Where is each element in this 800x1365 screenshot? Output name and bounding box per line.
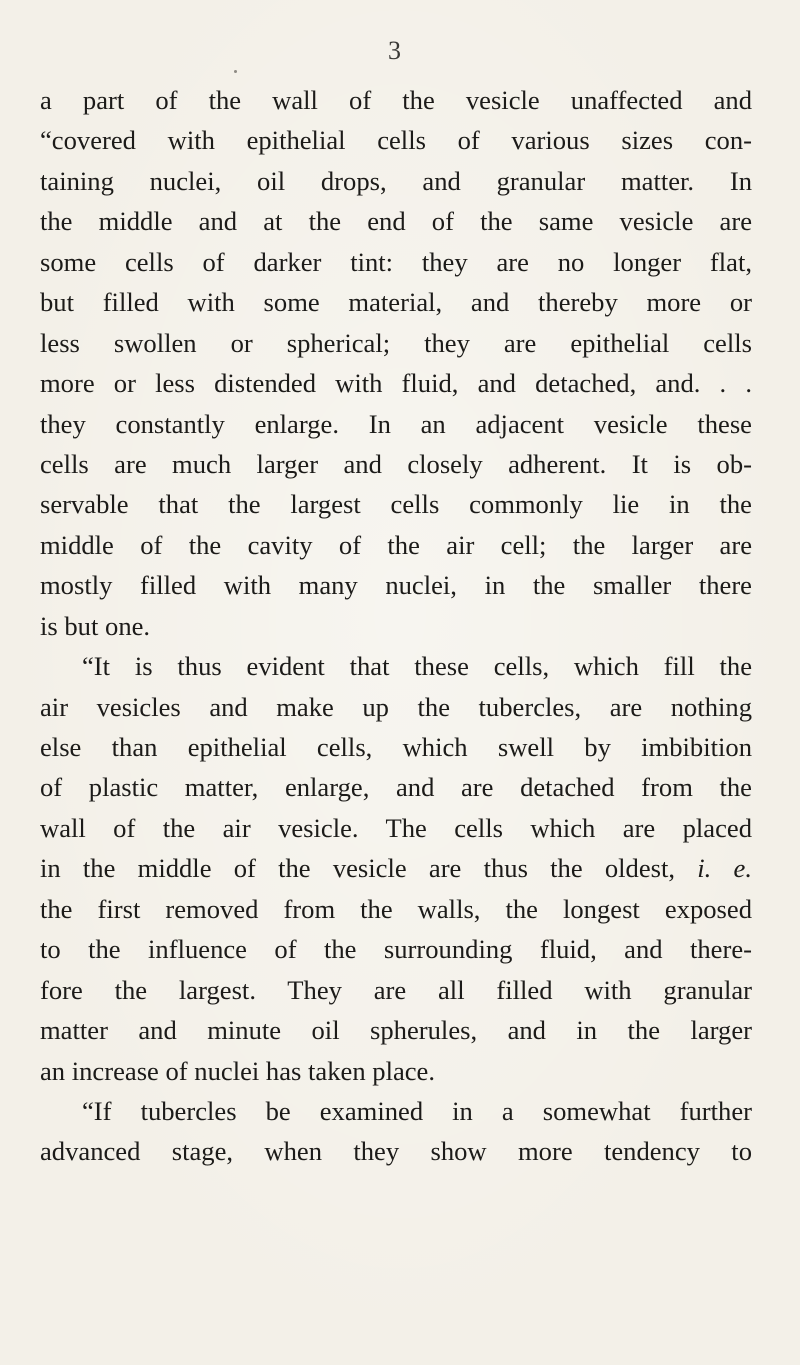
text-line: else than epithelial cells, which swell by imbibition [40, 732, 752, 762]
text-line: more or less distended with fluid, and detached, and. . . [40, 368, 752, 399]
text-line: the first removed from the walls, the longest exposed [40, 893, 752, 924]
text-line: of plastic matter, enlarge, and are detached from the [40, 772, 752, 803]
text-line: air vesicles and make up the tubercles, are nothing [40, 691, 752, 722]
text-line: in the middle of the vesicle are thus the oldest, i. e. [40, 853, 753, 884]
italic-abbreviation: i. e. [697, 853, 753, 884]
text-line: fore the largest. They are all filled with granular [40, 974, 752, 1005]
text-line: matter and minute oil spherules, and in the larger [40, 1015, 752, 1046]
text-line: “If tubercles be examined in a somewhat further [82, 1095, 752, 1126]
text-line: mostly filled with many nuclei, in the smaller there [40, 570, 752, 601]
text-line: “It is thus evident that these cells, which fill the [82, 651, 752, 682]
text-line: is but one. [40, 610, 151, 641]
text-line: less swollen or spherical; they are epithelial cells [40, 327, 752, 358]
page-number: 3 [388, 36, 402, 65]
text-line: middle of the cavity of the air cell; the larger are [40, 529, 752, 560]
text-line: they constantly enlarge. In an adjacent vesicle these [40, 408, 752, 439]
text-line: a part of the wall of the vesicle unaffected and [40, 85, 752, 115]
text-line: wall of the air vesicle. The cells which are placed [40, 812, 752, 843]
text-line: advanced stage, when they show more tendency to [40, 1136, 752, 1167]
text-line: but filled with some material, and thereby more or [40, 287, 752, 318]
body-text [40, 80, 752, 1172]
ink-speck [234, 70, 237, 73]
text-line: servable that the largest cells commonly lie in the [40, 489, 752, 520]
text-line: an increase of nuclei has taken place. [40, 1055, 436, 1086]
text-line: to the influence of the surrounding fluid, and there- [40, 934, 752, 965]
text-line: cells are much larger and closely adherent. It is ob- [40, 448, 752, 479]
text-line: “covered with epithelial cells of various sizes con- [40, 125, 752, 156]
text-line: the middle and at the end of the same vesicle are [40, 206, 752, 237]
text-line: some cells of darker tint: they are no longer flat, [40, 246, 752, 277]
text-line: taining nuclei, oil drops, and granular matter. In [40, 165, 752, 196]
